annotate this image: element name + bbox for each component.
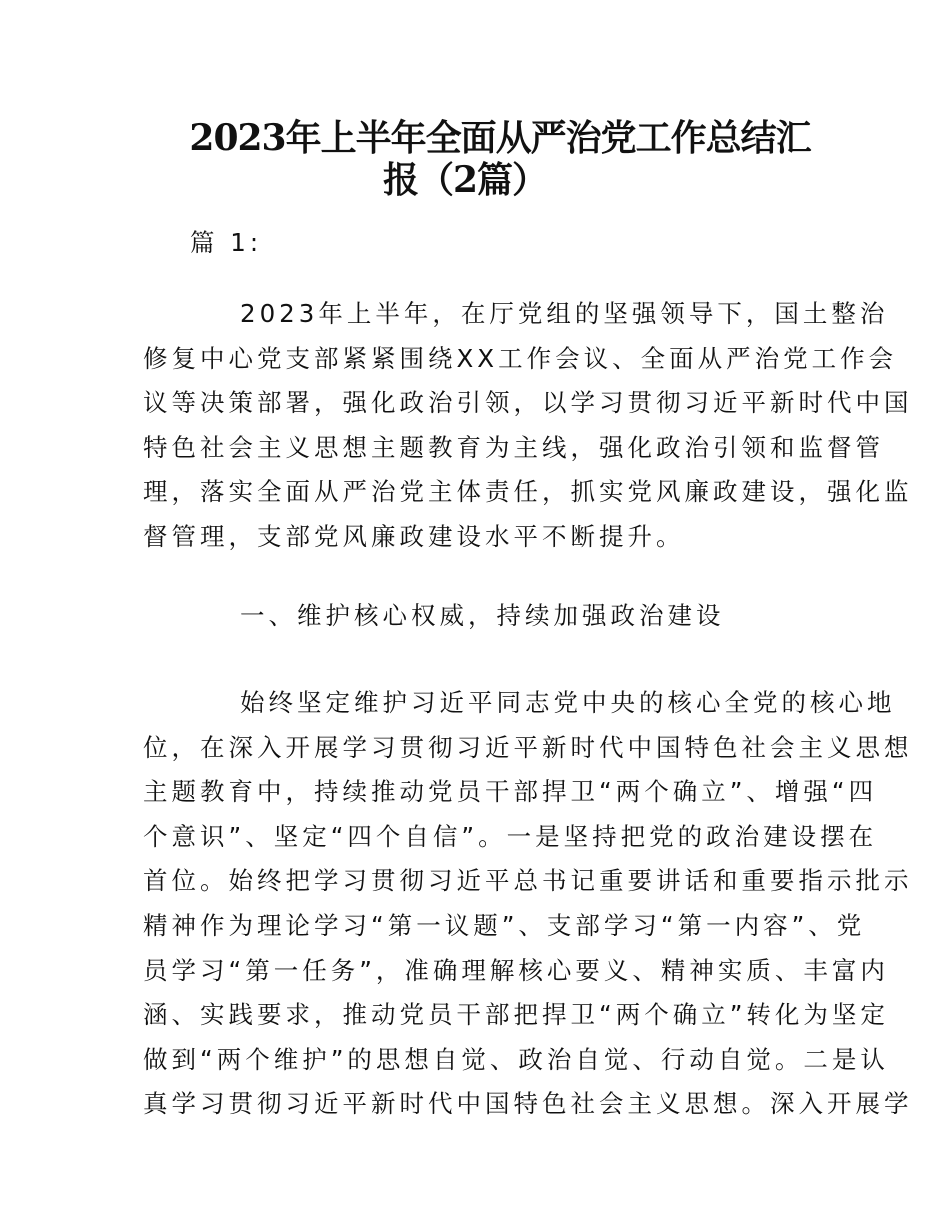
paragraph-line: 督管理，支部党风廉政建设水平不断提升。	[143, 521, 685, 551]
section-heading-1: 一、维护核心权威，持续加强政治建设	[240, 601, 725, 630]
paragraph-line: 理，落实全面从严治党主体责任，抓实党风廉政建设，强化监	[143, 477, 913, 507]
paragraph-line: 员学习“第一任务”，准确理解核心要义、精神实质、丰富内	[143, 955, 889, 985]
paragraph-line: 主题教育中，持续推动党员干部捍卫“两个确立”、增强“四	[143, 777, 878, 807]
paragraph-line: 个意识”、坚定“四个自信”。一是坚持把党的政治建设摆在	[143, 821, 878, 851]
paragraph-line: 修复中心党支部紧紧围绕XX工作会议、全面从严治党工作会	[143, 343, 898, 373]
paragraph-line: 涵、实践要求，推动党员干部把捍卫“两个确立”转化为坚定	[143, 1000, 889, 1030]
paragraph-line: 始终坚定维护习近平同志党中央的核心全党的核心地	[240, 688, 896, 717]
paragraph-2	[143, 681, 913, 1127]
paragraph-line: 真学习贯彻习近平新时代中国特色社会主义思想。深入开展学	[143, 1089, 913, 1119]
paragraph-1	[143, 292, 913, 560]
paragraph-line: 做到“两个维护”的思想自觉、政治自觉、行动自觉。二是认	[143, 1044, 889, 1074]
document-title-line-2: 报（2篇）	[382, 159, 548, 201]
paragraph-line: 2023年上半年，在厅党组的坚强领导下，国土整治	[240, 299, 889, 328]
section-label: 篇 1:	[190, 228, 263, 257]
paragraph-line: 特色社会主义思想主题教育为主线，强化政治引领和监督管	[143, 432, 884, 462]
paragraph-line: 精神作为理论学习“第一议题”、支部学习“第一内容”、党	[143, 910, 866, 940]
paragraph-line: 位，在深入开展学习贯彻习近平新时代中国特色社会主义思想	[143, 732, 913, 762]
document-title-line-1: 2023年上半年全面从严治党工作总结汇	[189, 117, 811, 159]
paragraph-line: 首位。始终把学习贯彻习近平总书记重要讲话和重要指示批示	[143, 866, 913, 896]
paragraph-line: 议等决策部署，强化政治引领，以学习贯彻习近平新时代中国	[143, 388, 913, 418]
